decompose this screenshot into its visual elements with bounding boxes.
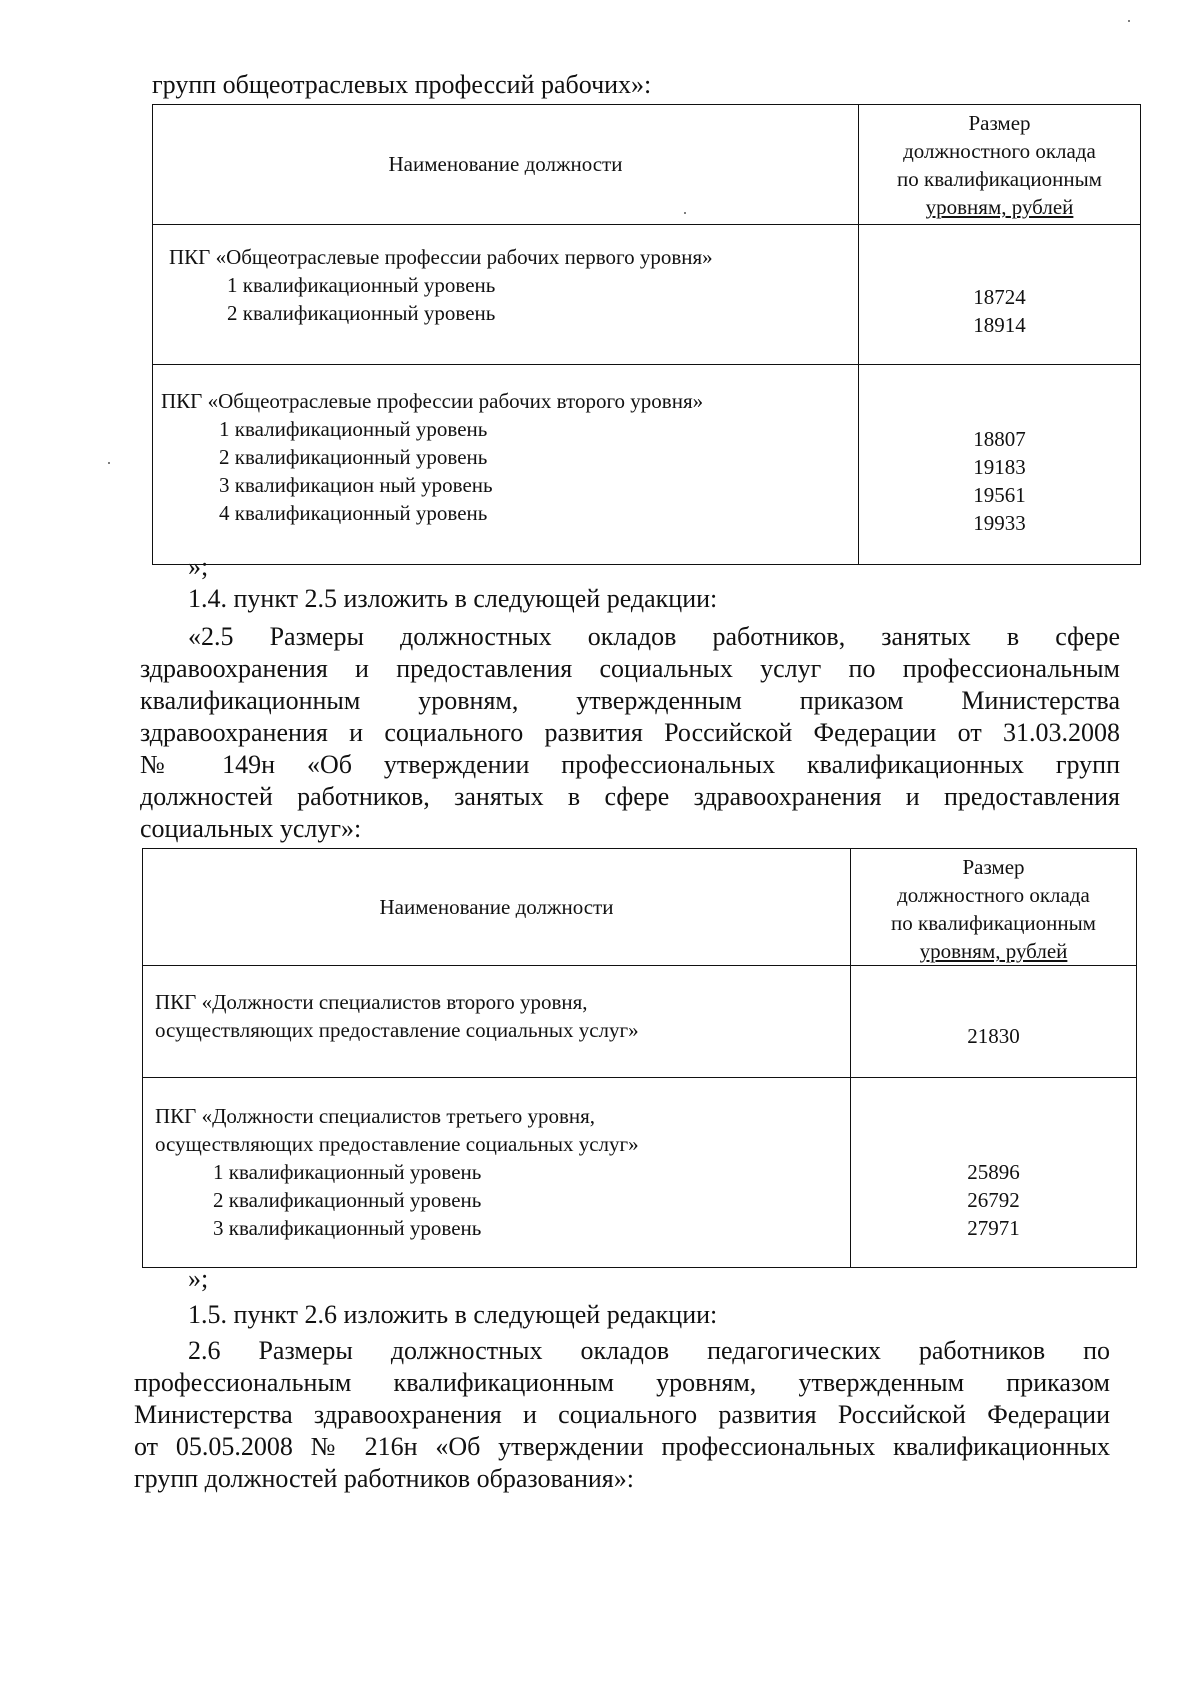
salary-value: 26792 — [967, 1188, 1020, 1212]
scan-speck — [108, 462, 110, 464]
item-1-4: 1.4. пункт 2.5 изложить в следующей редакции: — [188, 584, 718, 613]
salary-value: 19561 — [973, 483, 1026, 507]
level-label: 3 квалификационный уровень — [213, 1216, 482, 1240]
table1-group1-value-cell — [859, 225, 1141, 365]
level-label: 2 квалификационный уровень — [213, 1188, 482, 1212]
group-title-line: осуществляющих предоставление социальных услуг» — [155, 1132, 639, 1156]
table2-header-size: Размер должностного оклада по квалификационным уровням, рублей — [851, 849, 1137, 966]
salary-value: 19933 — [973, 511, 1026, 535]
table2-group2-value-cell — [851, 1078, 1137, 1268]
table2-group2-name-cell — [143, 1078, 851, 1268]
item-1-5: 1.5. пункт 2.6 изложить в следующей редакции: — [188, 1300, 718, 1329]
level-label: 2 квалификационный уровень — [227, 301, 496, 325]
scan-speck — [684, 212, 686, 214]
salary-table-1 — [152, 104, 1141, 565]
intro-line: групп общеотраслевых профессий рабочих»: — [152, 70, 652, 99]
closing-quote-1: »; — [188, 552, 209, 581]
document-page: групп общеотраслевых профессий рабочих»: Наименование должности Размер должностного оклада по квалификационным уровням, рублей ПКГ «Общеотраслевые профессии рабочих первого уровня» 1 квалификационный уровень 2 квалификационный уровень 18724 18914 ПКГ «Общеотраслевые профессии рабочих второго уровня» 1 квалификационный уровень 2 квалификационный уровень 3 квалификацион ный уровень 4 квалификационный уровень 18807 19183 19561 19933 »; 1.4. пункт 2.5 изложить в следующей редакции: «2.5 Размеры должностных окладов работников, занятых в сфере здравоохранения и предоставления социальных услуг по профессиональным квалификационным уровням, утвержденным приказом Министерства здравоохранения и социального развития Российской Федерации от 31.03.2008 № 149н «Об утверждении профессиональных квалификационных групп должностей работников, занятых в сфере здравоохранения и предоставления социальных услуг»: Наименование должности Размер должностного оклада по квалификационным уровням, рублей ПКГ «Должности специалистов второго уровня, осуществляющих предоставление социальных услуг» 21830 ПКГ «Должности специалистов третьего уровня, осуществляющих предоставление социальных услуг» 1 квалификационный уровень 2 квалификационный уровень 3 квалификационный уровень 25896 26792 27971 »; 1.5. пункт 2.6 изложить в следующей редакции: 2.6 Размеры должностных окладов педагогических работников по профессиональным квалификационным уровням, утвержденным приказом Министерства здравоохранения и социального развития Российской Федерации от 05.05.2008 № 216н «Об утверждении профессиональных квалификационных групп должностей работников образования»: — [0, 0, 1200, 1698]
table1-group2-name-cell — [153, 365, 859, 565]
group-title-line: осуществляющих предоставление социальных услуг» — [155, 1018, 639, 1042]
salary-value: 21830 — [967, 1024, 1020, 1048]
group-title: ПКГ «Общеотраслевые профессии рабочих второго уровня» — [161, 389, 704, 413]
group-title-line: ПКГ «Должности специалистов второго уровня, — [155, 990, 588, 1014]
scan-speck — [1128, 20, 1130, 22]
level-label: 1 квалификационный уровень — [213, 1160, 482, 1184]
table1-row-group-1 — [153, 225, 1141, 365]
level-label: 3 квалификацион ный уровень — [219, 473, 493, 497]
salary-value: 18914 — [973, 313, 1026, 337]
table2-header-name: Наименование должности — [143, 849, 851, 966]
salary-value: 18807 — [973, 427, 1026, 451]
level-label: 1 квалификационный уровень — [227, 273, 496, 297]
table1-group1-name-cell — [153, 225, 859, 365]
group-title-line: ПКГ «Должности специалистов третьего уровня, — [155, 1104, 596, 1128]
closing-quote-2: »; — [188, 1264, 209, 1293]
group-title: ПКГ «Общеотраслевые профессии рабочих первого уровня» — [169, 245, 713, 269]
table1-row-group-2 — [153, 365, 1141, 565]
table1-header-size: Размер должностного оклада по квалификационным уровням, рублей — [859, 105, 1141, 225]
table1-header-name: Наименование должности — [153, 105, 859, 225]
table2-row-group-1 — [143, 966, 1137, 1078]
salary-value: 25896 — [967, 1160, 1020, 1184]
table2-group1-name-cell — [143, 966, 851, 1078]
salary-table-2 — [142, 848, 1137, 1268]
level-label: 4 квалификационный уровень — [219, 501, 488, 525]
level-label: 2 квалификационный уровень — [219, 445, 488, 469]
salary-value: 27971 — [967, 1216, 1020, 1240]
salary-value: 18724 — [973, 285, 1026, 309]
table2-group1-value-cell — [851, 966, 1137, 1078]
salary-value: 19183 — [973, 455, 1026, 479]
table2-row-group-2 — [143, 1078, 1137, 1268]
level-label: 1 квалификационный уровень — [219, 417, 488, 441]
table1-group2-value-cell — [859, 365, 1141, 565]
